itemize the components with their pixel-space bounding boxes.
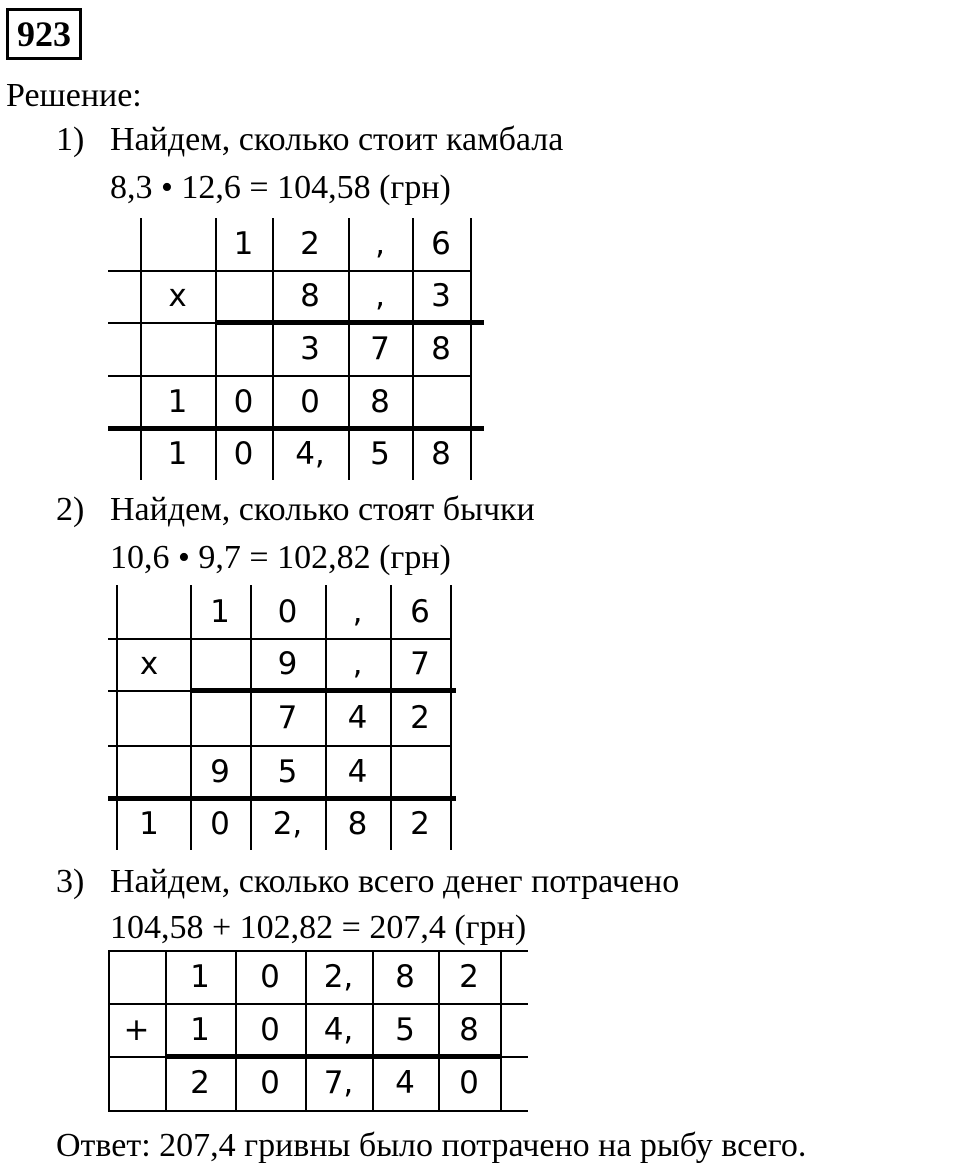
task-number-badge: 923 — [6, 8, 82, 60]
grid-cell: 6 — [431, 226, 451, 262]
grid-cell: 4 — [347, 699, 368, 736]
grid-cell — [215, 322, 272, 375]
grid-cell: 7 — [370, 330, 390, 367]
grid-cell: 8 — [347, 806, 368, 842]
grid-cell: 3 — [431, 278, 451, 314]
grid-cell: 1 — [139, 806, 159, 842]
grid-cell — [412, 375, 470, 428]
grid-cell: 2, — [272, 806, 303, 842]
grid-cell — [108, 950, 165, 1003]
grid-cell — [108, 428, 140, 480]
grid-cell — [108, 270, 140, 322]
grid-cell: 1 — [233, 226, 254, 262]
grid-cell: x — [139, 646, 159, 682]
grid-cell: 1 — [190, 1011, 210, 1048]
grid-cell: , — [375, 278, 385, 314]
grid-cell: 1 — [190, 958, 210, 995]
answer-text: Ответ: 207,4 гривны было потрачено на рыбу всего. — [56, 1127, 807, 1164]
grid-cell: 4 — [347, 753, 368, 790]
grid-cell: 8 — [431, 330, 451, 367]
grid-cell — [140, 322, 215, 375]
grid-column-line — [500, 950, 502, 1110]
grid-cell: 2 — [300, 226, 320, 262]
step-3-expression: 104,58 + 102,82 = 207,4 (грн) — [110, 909, 527, 946]
grid-cell — [190, 690, 250, 745]
grid-cell — [108, 745, 190, 798]
step-2-title: Найдем, сколько стоят бычки — [110, 491, 535, 528]
grid-cell: 7 — [410, 646, 430, 682]
grid-cell: 0 — [260, 1011, 280, 1048]
grid-cell: 3 — [300, 330, 320, 367]
grid-cell: 4, — [295, 436, 325, 472]
grid-cell: 7, — [323, 1065, 354, 1101]
grid-cell: 7 — [277, 699, 298, 736]
grid-cell: 1 — [167, 383, 188, 420]
grid-cell — [108, 375, 140, 428]
grid-cell: 0 — [260, 1065, 280, 1101]
grid-cell — [108, 690, 190, 745]
grid-cell: 0 — [300, 383, 320, 420]
grid-cell: 8 — [370, 383, 390, 420]
grid-cell: 6 — [410, 593, 430, 630]
grid-cell: 9 — [210, 753, 230, 790]
grid-cell: 8 — [459, 1011, 479, 1048]
grid-column-line — [470, 218, 472, 480]
grid-cell: , — [375, 226, 385, 262]
solution-label: Решение: — [6, 77, 142, 114]
grid-cell: + — [123, 1011, 150, 1048]
grid-cell — [215, 270, 272, 322]
grid-column-line — [450, 585, 452, 850]
grid-cell — [108, 322, 140, 375]
grid-cell: 0 — [233, 436, 254, 472]
grid-cell: 4, — [323, 1011, 354, 1048]
grid-cell: 5 — [395, 1011, 415, 1048]
grid-cell: 1 — [210, 593, 230, 630]
grid-cell: 0 — [277, 593, 298, 630]
grid-cell: 5 — [277, 753, 298, 790]
grid-cell — [108, 1056, 165, 1110]
grid-cell: 1 — [167, 436, 188, 472]
grid-cell: 2 — [190, 1065, 210, 1101]
grid-cell — [390, 745, 450, 798]
step-2-expression: 10,6 • 9,7 = 102,82 (грн) — [110, 539, 451, 576]
step-1-title: Найдем, сколько стоит камбала — [110, 121, 564, 158]
step-2-index: 2) — [56, 491, 85, 528]
grid-cell: x — [168, 278, 187, 314]
grid-cell: 8 — [300, 278, 320, 314]
grid-cell: 2, — [323, 958, 354, 995]
grid-cell: 2 — [459, 958, 479, 995]
grid-cell: 0 — [459, 1065, 479, 1101]
grid-cell: 5 — [370, 436, 390, 472]
step-3-title: Найдем, сколько всего денег потрачено — [110, 863, 680, 900]
grid-cell: 8 — [431, 436, 451, 472]
grid-cell: 9 — [277, 646, 298, 682]
grid-cell: 0 — [260, 958, 280, 995]
step-1-expression: 8,3 • 12,6 = 104,58 (грн) — [110, 169, 451, 206]
grid-row-line — [108, 1110, 528, 1112]
grid-cell: , — [352, 646, 363, 682]
grid-cell: 4 — [395, 1065, 415, 1101]
grid-cell — [190, 638, 250, 690]
grid-cell — [108, 585, 190, 638]
grid-cell: 2 — [410, 806, 430, 842]
grid-cell: 8 — [395, 958, 415, 995]
grid-cell: 0 — [210, 806, 230, 842]
grid-cell: 0 — [233, 383, 254, 420]
grid-cell: , — [352, 593, 363, 630]
grid-cell: 2 — [410, 699, 430, 736]
step-1-index: 1) — [56, 121, 85, 158]
grid-cell — [108, 218, 140, 270]
grid-cell — [140, 218, 215, 270]
step-3-index: 3) — [56, 863, 85, 900]
